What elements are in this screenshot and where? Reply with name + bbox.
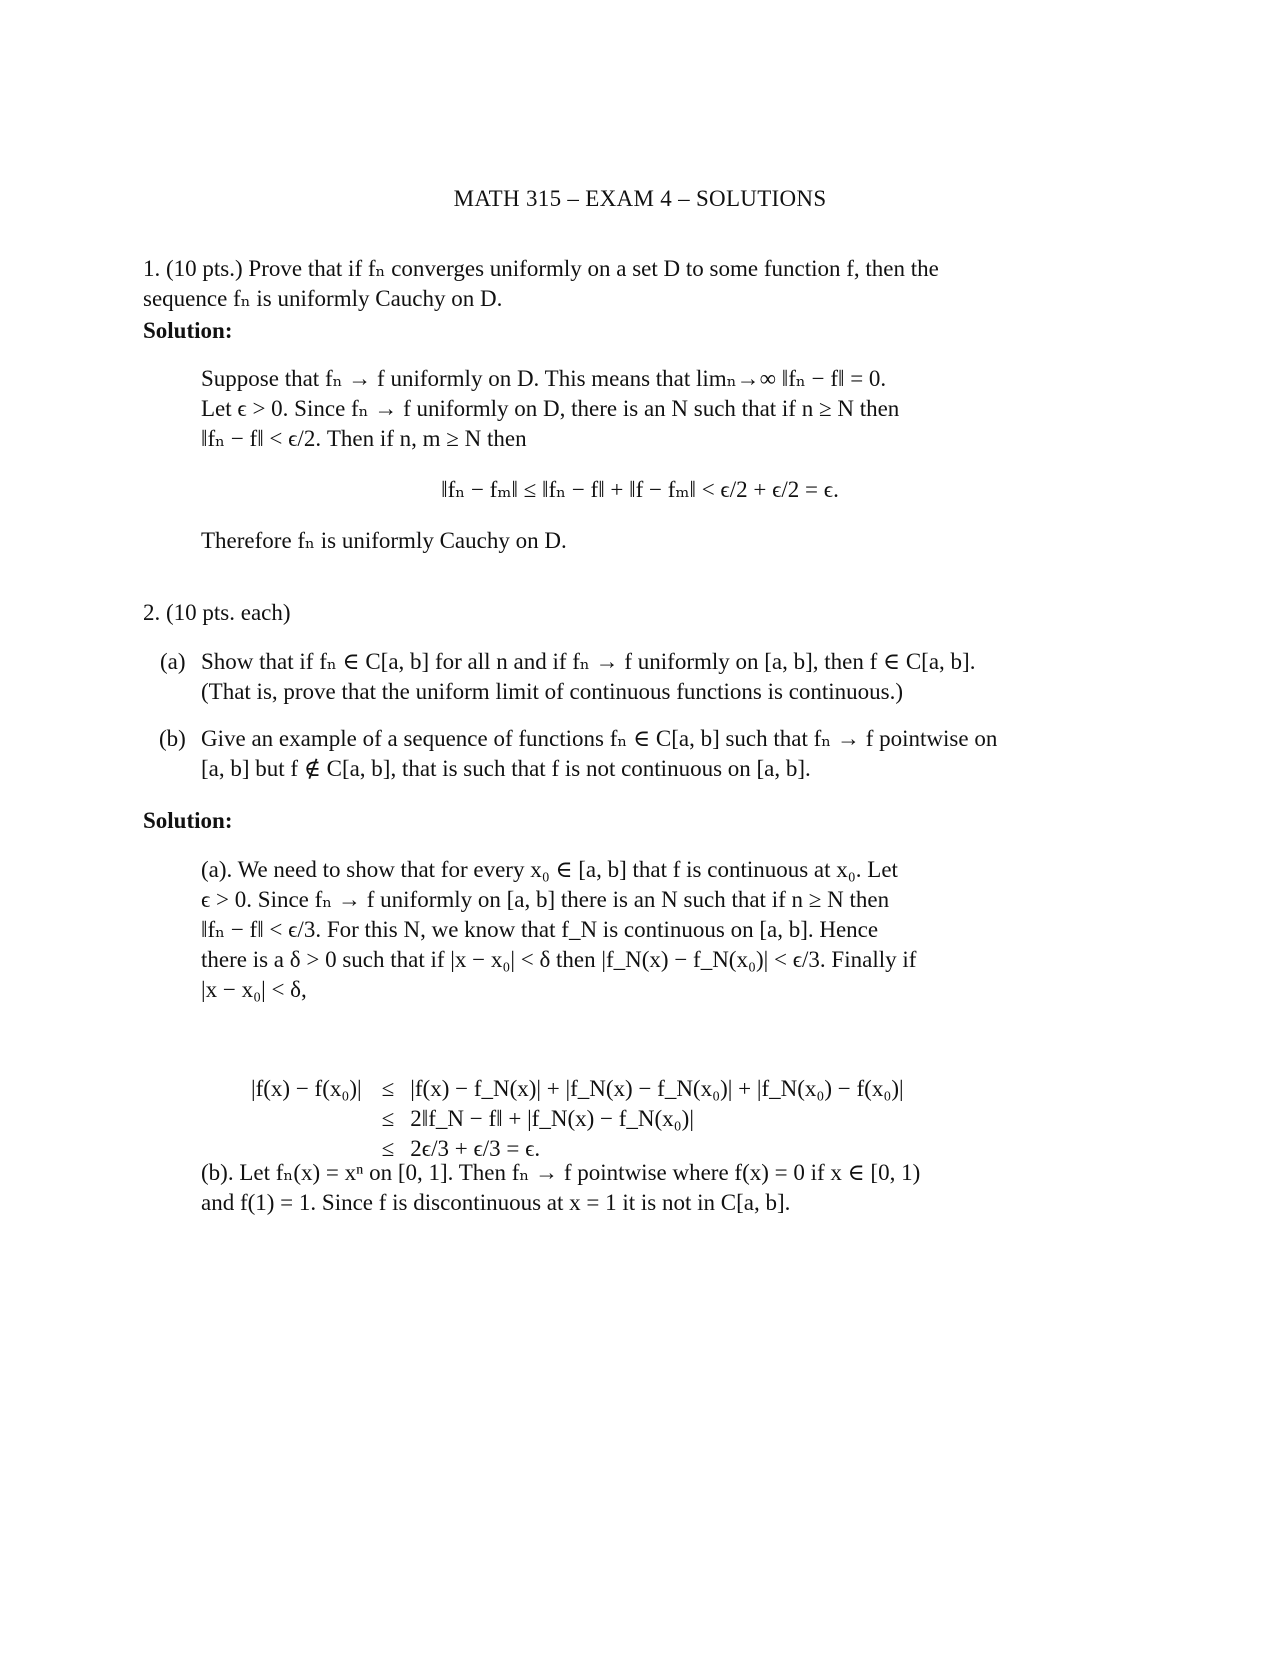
problem-2a-solution-text (201, 855, 916, 1004)
aligned-inequality (245, 1074, 910, 1164)
problem-2a-solution-line-5: |x − x₀| < δ, (201, 976, 307, 1002)
problem-1-solution-line-3: ‖fₙ − f‖ < ϵ/2. Then if n, m ≥ N then (201, 425, 527, 451)
problem-1-conclusion: Therefore fₙ is uniformly Cauchy on D. (201, 528, 567, 553)
inequality-row (245, 1074, 910, 1104)
problem-2b-line-1: Give an example of a sequence of functions fₙ ∈ C[a, b] such that fₙ → f pointwise on (201, 726, 998, 751)
problem-2b-solution-text (201, 1158, 920, 1218)
problem-1-solution-heading: Solution: (143, 318, 233, 343)
problem-2a-line-1: Show that if fₙ ∈ C[a, b] for all n and if fₙ → f uniformly on [a, b], then f ∈ C[a, b]. (201, 649, 976, 674)
problem-2a-solution-line-1: (a). We need to show that for every x₀ ∈ [a, b] that f is continuous at x₀. Let (201, 857, 898, 882)
problem-1-equation: ‖fₙ − fₘ‖ ≤ ‖fₙ − f‖ + ‖f − fₘ‖ < ϵ/2 + ϵ/2 = ϵ. (441, 477, 839, 502)
inequality-row (245, 1104, 910, 1134)
inequality-lhs: |f(x) − f(x₀)| (251, 1076, 362, 1101)
inequality-relation: ≤ (381, 1105, 395, 1131)
inequality-rhs: 2ϵ/3 + ϵ/3 = ϵ. (410, 1135, 541, 1161)
problem-1-line-2: sequence fₙ is uniformly Cauchy on D. (143, 285, 503, 311)
inequality-rhs: |f(x) − f_N(x)| + |f_N(x) − f_N(x₀)| + |f_N(x₀) − f(x₀)| (410, 1076, 904, 1101)
problem-1-solution-text (201, 364, 899, 454)
inequality-relation: ≤ (381, 1076, 395, 1101)
problem-2b-solution-line-2: and f(1) = 1. Since f is discontinuous at x = 1 it is not in C[a, b]. (201, 1189, 791, 1215)
problem-1-solution-line-1: Suppose that fₙ → f uniformly on D. This means that limₙ→∞ ‖fₙ − f‖ = 0. (201, 366, 887, 391)
problem-2-heading: 2. (10 pts. each) (143, 600, 291, 625)
problem-2a-label: (a) (160, 649, 186, 674)
inequality-rhs: 2‖f_N − f‖ + |f_N(x) − f_N(x₀)| (410, 1105, 694, 1131)
problem-1-line-1: 1. (10 pts.) Prove that if fₙ converges uniformly on a set D to some function f, then the (143, 256, 939, 281)
problem-1-solution-line-2: Let ϵ > 0. Since fₙ → f uniformly on D, there is an N such that if n ≥ N then (201, 395, 900, 421)
problem-2a-solution-line-3: ‖fₙ − f‖ < ϵ/3. For this N, we know that f_N is continuous on [a, b]. Hence (201, 916, 879, 942)
problem-1-statement (143, 254, 939, 314)
problem-2a-statement (201, 647, 975, 707)
problem-2a-line-2: (That is, prove that the uniform limit of continuous functions is continuous.) (201, 678, 904, 704)
problem-2b-statement (201, 724, 997, 784)
problem-2b-label: (b) (159, 726, 186, 751)
inequality-relation: ≤ (381, 1135, 395, 1161)
page-title: MATH 315 – EXAM 4 – SOLUTIONS (453, 186, 827, 211)
problem-2a-solution-line-4: there is a δ > 0 such that if |x − x₀| < δ then |f_N(x) − f_N(x₀)| < ϵ/3. Finally if (201, 946, 917, 972)
problem-2-solution-heading: Solution: (143, 808, 233, 833)
problem-2b-solution-line-1: (b). Let fₙ(x) = xⁿ on [0, 1]. Then fₙ → f pointwise where f(x) = 0 if x ∈ [0, 1) (201, 1160, 921, 1185)
problem-2a-solution-line-2: ϵ > 0. Since fₙ → f uniformly on [a, b] there is an N such that if n ≥ N then (201, 886, 890, 912)
problem-2b-line-2: [a, b] but f ∉ C[a, b], that is such that f is not continuous on [a, b]. (201, 755, 811, 781)
